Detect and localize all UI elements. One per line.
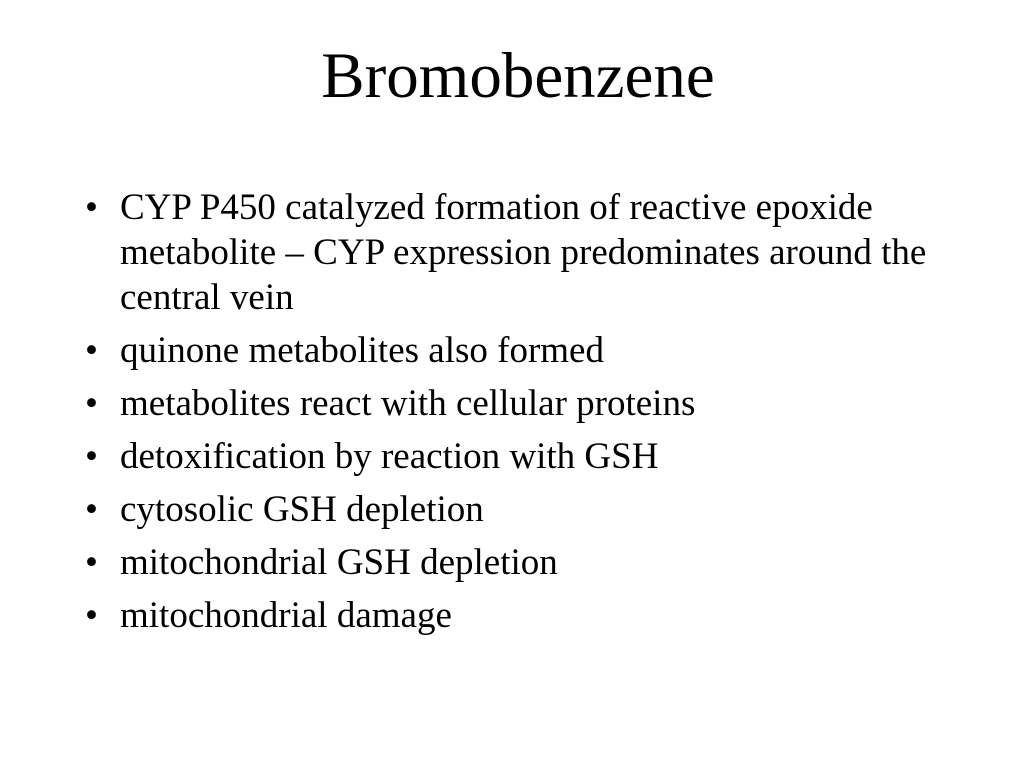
bullet-text: mitochondrial damage: [120, 595, 452, 636]
bullet-marker: •: [85, 330, 98, 371]
bullet-item: [0, 540, 940, 585]
bullet-marker: •: [85, 542, 98, 583]
bullet-item: [0, 487, 940, 532]
bullet-item: [0, 381, 940, 426]
bullet-list: [0, 185, 960, 646]
bullet-item: [0, 185, 940, 320]
bullet-text: detoxification by reaction with GSH: [120, 436, 659, 477]
bullet-item: [0, 593, 940, 638]
bullet-item: [0, 434, 940, 479]
bullet-text: quinone metabolites also formed: [120, 330, 604, 371]
bullet-marker: •: [85, 436, 98, 477]
bullet-text: metabolites react with cellular proteins: [120, 383, 696, 424]
bullet-marker: •: [85, 595, 98, 636]
bullet-marker: •: [85, 489, 98, 530]
bullet-item: [0, 328, 940, 373]
bullet-text: cytosolic GSH depletion: [120, 489, 484, 530]
slide-title: Bromobenzene: [321, 40, 715, 112]
bullet-text: mitochondrial GSH depletion: [120, 542, 558, 583]
bullet-marker: •: [85, 187, 98, 228]
bullet-marker: •: [85, 383, 98, 424]
bullet-text: CYP P450 catalyzed formation of reactive epoxide metabolite – CYP expression predominates around the central vein: [120, 187, 927, 318]
